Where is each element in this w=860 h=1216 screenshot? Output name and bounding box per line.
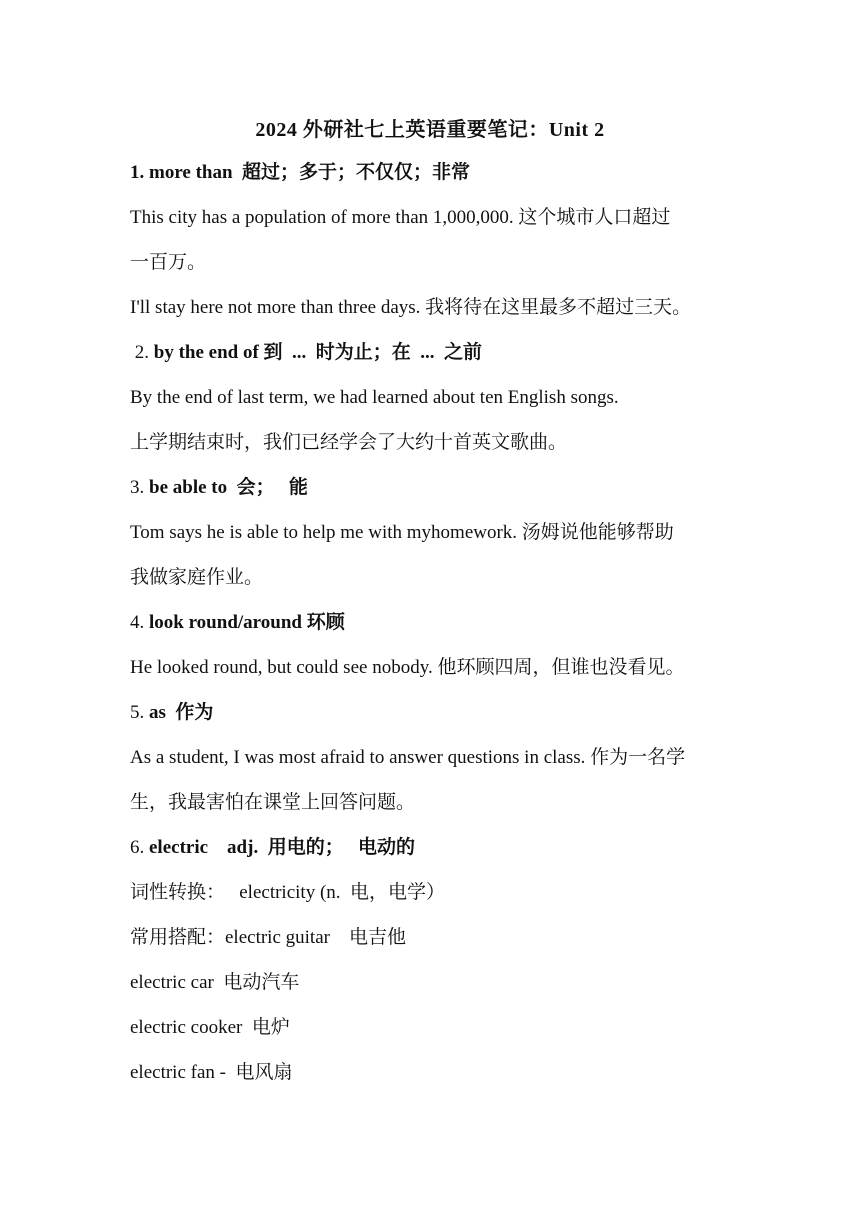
item-6-line-3: electric car 电动汽车: [130, 972, 300, 993]
item-3-heading: [130, 474, 740, 502]
item-6-line-5: electric fan - 电风扇: [130, 1062, 293, 1083]
item-1-heading: [130, 159, 740, 187]
item-3-term: be able to 会； 能: [149, 477, 308, 498]
item-6-number: 6.: [130, 837, 145, 858]
item-5-term: as 作为: [149, 702, 214, 723]
item-6-line-2: 常用搭配：electric guitar 电吉他: [130, 927, 406, 948]
item-4-number: 4.: [130, 612, 145, 633]
item-1-example-line-3: I'll stay here not more than three days. 我将待在这里最多不超过三天。: [130, 297, 692, 318]
item-3-example-line-2: 我做家庭作业。: [130, 567, 264, 588]
item-4-heading: [130, 609, 740, 637]
item-6-heading: [130, 834, 740, 862]
item-6-line-1: 词性转换： electricity (n. 电，电学）: [130, 882, 446, 903]
item-2-heading: [130, 339, 740, 367]
item-2-term: by the end of 到 ... 时为止；在 ... 之前: [153, 342, 483, 363]
item-4-term: look round/around 环顾: [149, 612, 345, 633]
item-6-term: electric adj. 用电的； 电动的: [149, 837, 415, 858]
item-5-heading: [130, 699, 740, 727]
item-1-term: more than 超过；多于；不仅仅；非常: [149, 162, 471, 183]
item-6-line-4: electric cooker 电炉: [130, 1017, 290, 1038]
item-5-number: 5.: [130, 702, 145, 723]
item-1-number: 1.: [130, 162, 145, 183]
item-3-example-line-1: Tom says he is able to help me with myhomework. 汤姆说他能够帮助: [130, 522, 674, 543]
item-2-example-line-2: 上学期结束时，我们已经学会了大约十首英文歌曲。: [130, 432, 568, 453]
item-3-number: 3.: [130, 477, 145, 498]
item-2-number: 2.: [130, 342, 149, 363]
item-4-example-line-1: He looked round, but could see nobody. 他环顾四周，但谁也没看见。: [130, 657, 685, 678]
item-5-example-line-1: As a student, I was most afraid to answer questions in class. 作为一名学: [130, 747, 686, 768]
item-1-example-line-2: 一百万。: [130, 252, 207, 273]
item-1-example-line-1: This city has a population of more than 1,000,000. 这个城市人口超过: [130, 207, 671, 228]
item-2-example-line-1: By the end of last term, we had learned about ten English songs.: [130, 387, 619, 408]
item-5-example-line-2: 生，我最害怕在课堂上回答问题。: [130, 792, 416, 813]
page-title: 2024 外研社七上英语重要笔记：Unit 2: [255, 119, 605, 141]
